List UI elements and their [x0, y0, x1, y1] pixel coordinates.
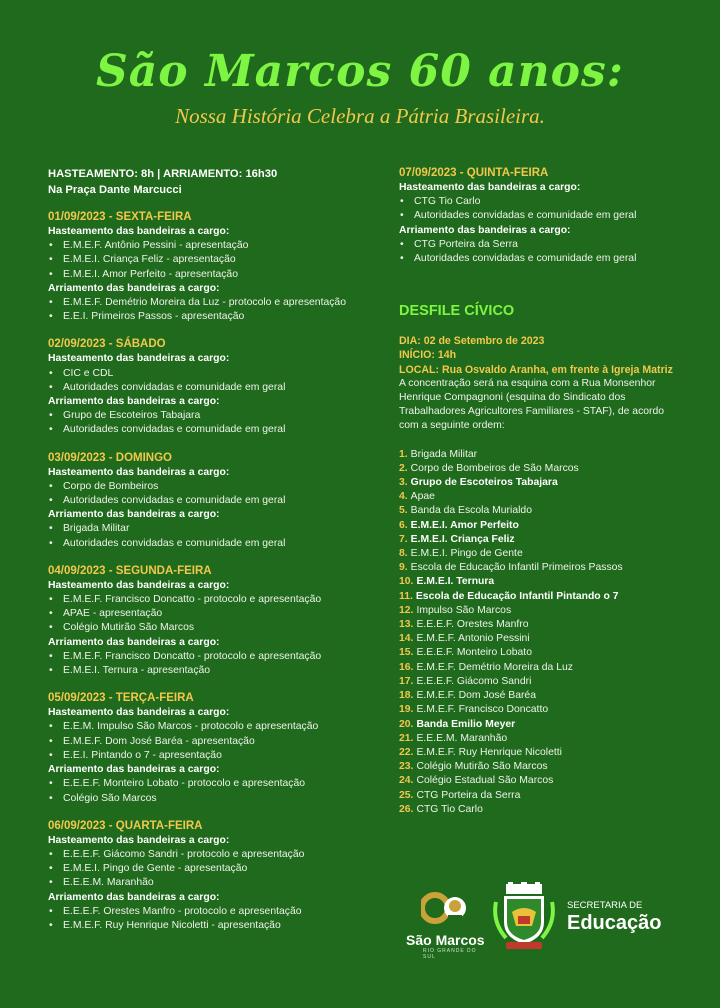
- order-item: [399, 789, 684, 803]
- list-item: • Brigada Militar: [48, 522, 368, 536]
- hasteamento-list: [48, 720, 368, 763]
- order-text: E.M.E.I. Ternura: [416, 576, 495, 588]
- list-item: • Autoridades convidadas e comunidade em geral: [48, 494, 368, 508]
- list-item: • E.M.E.F. Ruy Henrique Nicoletti - apresentação: [48, 919, 368, 933]
- list-item: • CTG Porteira da Serra: [399, 238, 684, 252]
- order-item: [399, 675, 684, 689]
- sao-marcos-logo-tag: RIO GRANDE DO SUL: [423, 948, 477, 960]
- list-item: • Colégio São Marcos: [48, 792, 368, 806]
- order-item: [399, 774, 684, 788]
- day-section: [48, 564, 368, 678]
- order-item: [399, 632, 684, 646]
- order-text: Escola de Educação Infantil Primeiros Passos: [410, 562, 623, 574]
- arriamento-label: Arriamento das bandeiras a cargo:: [48, 282, 220, 294]
- order-text: Colégio Mutirão São Marcos: [416, 761, 548, 773]
- order-number: 20.: [399, 718, 414, 730]
- order-item: [399, 490, 684, 504]
- hasteamento-list: [48, 480, 368, 508]
- list-item: • E.E.E.F. Orestes Manfro - protocolo e apresentação: [48, 905, 368, 919]
- order-item: [399, 561, 684, 575]
- order-number: 7.: [399, 533, 408, 545]
- desfile-local: LOCAL: Rua Osvaldo Aranha, em frente à Igreja Matriz: [399, 363, 673, 376]
- list-item: • E.E.I. Pintando o 7 - apresentação: [48, 749, 368, 763]
- order-text: E.M.E.I. Amor Perfeito: [410, 519, 519, 531]
- order-text: E.M.E.F. Demétrio Moreira da Luz: [416, 661, 573, 673]
- order-number: 10.: [399, 576, 414, 588]
- order-item: [399, 448, 684, 462]
- list-item: • E.E.E.F. Giácomo Sandri - protocolo e apresentação: [48, 848, 368, 862]
- day-date: 03/09/2023 - DOMINGO: [48, 451, 172, 464]
- order-text: Banda da Escola Murialdo: [410, 505, 532, 517]
- order-number: 15.: [399, 647, 414, 659]
- order-item: [399, 618, 684, 632]
- order-number: 24.: [399, 775, 414, 787]
- day-date: 07/09/2023 - QUINTA-FEIRA: [399, 167, 549, 179]
- day-date: 02/09/2023 - SÁBADO: [48, 338, 166, 351]
- order-number: 25.: [399, 789, 414, 801]
- secretaria-label: SECRETARIA DE: [567, 900, 643, 911]
- list-item: • E.M.E.F. Dom José Baréa - apresentação: [48, 735, 368, 749]
- desfile-order-list: [399, 448, 684, 817]
- hasteamento-label: Hasteamento das bandeiras a cargo:: [48, 707, 230, 719]
- hasteamento-label: Hasteamento das bandeiras a cargo:: [399, 182, 581, 193]
- schedule-location: Na Praça Dante Marcucci: [48, 184, 182, 196]
- order-number: 19.: [399, 704, 414, 716]
- order-item: [399, 604, 684, 618]
- hasteamento-list: [48, 239, 368, 282]
- hasteamento-list: [48, 848, 368, 891]
- order-number: 6.: [399, 519, 408, 531]
- list-item: • CIC e CDL: [48, 367, 368, 381]
- order-item: [399, 732, 684, 746]
- left-column: [48, 166, 368, 933]
- order-item: [399, 646, 684, 660]
- coat-of-arms-icon: [492, 882, 556, 952]
- order-text: E.E.E.F. Monteiro Lobato: [416, 647, 532, 659]
- order-text: E.M.E.F. Antonio Pessini: [416, 633, 530, 645]
- list-item: • E.E.I. Primeiros Passos - apresentação: [48, 310, 368, 324]
- order-text: Banda Emilio Meyer: [416, 718, 516, 730]
- arriamento-list: [48, 777, 368, 805]
- arriamento-list: [48, 905, 368, 933]
- order-number: 1.: [399, 448, 408, 460]
- arriamento-label: Arriamento das bandeiras a cargo:: [48, 636, 220, 648]
- list-item: • Autoridades convidadas e comunidade em geral: [399, 209, 684, 223]
- order-text: E.E.E.F. Orestes Manfro: [416, 619, 529, 631]
- desfile-paragraph: A concentração será na esquina com a Rua Monsenhor Henrique Compagnoni (esquina do Sindicato dos Trabalhadores Agricultores Familiares - STAF), de acordo com a seguinte ordem:: [399, 377, 665, 432]
- order-number: 3.: [399, 477, 408, 489]
- list-item: • E.E.E.M. Maranhão: [48, 876, 368, 890]
- arriamento-label: Arriamento das bandeiras a cargo:: [48, 396, 220, 408]
- order-item: [399, 590, 684, 604]
- arriamento-label: Arriamento das bandeiras a cargo:: [48, 509, 220, 521]
- order-text: CTG Porteira da Serra: [416, 789, 521, 801]
- order-text: Corpo de Bombeiros de São Marcos: [410, 462, 579, 474]
- list-item: • Autoridades convidadas e comunidade em geral: [48, 537, 368, 551]
- list-item: • Grupo de Escoteiros Tabajara: [48, 409, 368, 423]
- list-item: • E.M.E.F. Francisco Doncatto - protocolo e apresentação: [48, 650, 368, 664]
- hasteamento-label: Hasteamento das bandeiras a cargo:: [48, 834, 230, 846]
- list-item: • E.M.E.I. Ternura - apresentação: [48, 664, 368, 678]
- day-section: [48, 210, 368, 324]
- hasteamento-list: [399, 195, 684, 223]
- sao-marcos-logo-text: São Marcos: [406, 932, 485, 948]
- desfile-title: DESFILE CÍVICO: [399, 303, 515, 320]
- order-text: E.M.E.F. Dom José Baréa: [416, 690, 536, 702]
- order-text: Apae: [410, 491, 435, 503]
- arriamento-list: [48, 522, 368, 550]
- order-text: E.M.E.F. Ruy Henrique Nicoletti: [416, 746, 562, 758]
- order-item: [399, 547, 684, 561]
- list-item: • Autoridades convidadas e comunidade em geral: [399, 252, 684, 266]
- order-number: 17.: [399, 675, 414, 687]
- sao-marcos-60-logo: [403, 884, 489, 960]
- order-item: [399, 746, 684, 760]
- arriamento-list: [48, 650, 368, 678]
- list-item: • E.M.E.F. Demétrio Moreira da Luz - protocolo e apresentação: [48, 296, 368, 310]
- educacao-label: Educação: [567, 912, 662, 934]
- list-item: • E.E.M. Impulso São Marcos - protocolo e apresentação: [48, 720, 368, 734]
- order-text: CTG Tio Carlo: [416, 803, 483, 815]
- order-text: Colégio Estadual São Marcos: [416, 775, 554, 787]
- desfile-dia: DIA: 02 de Setembro de 2023: [399, 335, 545, 348]
- order-text: Impulso São Marcos: [416, 604, 512, 616]
- day-date: 06/09/2023 - QUARTA-FEIRA: [48, 819, 203, 832]
- order-text: Grupo de Escoteiros Tabajara: [410, 477, 558, 489]
- order-text: E.M.E.I. Criança Feliz: [410, 533, 515, 545]
- order-item: [399, 519, 684, 533]
- hasteamento-label: Hasteamento das bandeiras a cargo:: [48, 226, 230, 237]
- order-text: Escola de Educação Infantil Pintando o 7: [415, 590, 619, 602]
- order-number: 18.: [399, 690, 414, 702]
- order-number: 21.: [399, 732, 414, 744]
- order-number: 22.: [399, 746, 414, 758]
- day-date: 01/09/2023 - SEXTA-FEIRA: [48, 211, 192, 223]
- order-number: 13.: [399, 619, 414, 631]
- day-date: 05/09/2023 - TERÇA-FEIRA: [48, 692, 194, 705]
- list-item: • E.E.E.F. Monteiro Lobato - protocolo e apresentação: [48, 777, 368, 791]
- footer-logos: [395, 882, 665, 960]
- order-number: 9.: [399, 562, 408, 574]
- arriamento-label: Arriamento das bandeiras a cargo:: [48, 891, 220, 903]
- order-number: 8.: [399, 548, 408, 560]
- order-number: 14.: [399, 633, 414, 645]
- list-item: • E.M.E.I. Criança Feliz - apresentação: [48, 253, 368, 267]
- order-number: 2.: [399, 462, 408, 474]
- day-section: [48, 691, 368, 805]
- right-column: [399, 166, 684, 817]
- order-item: [399, 575, 684, 589]
- order-item: [399, 476, 684, 490]
- order-item: [399, 689, 684, 703]
- day-section: [48, 819, 368, 933]
- order-item: [399, 661, 684, 675]
- day-date: 04/09/2023 - SEGUNDA-FEIRA: [48, 564, 212, 577]
- order-number: 16.: [399, 661, 414, 673]
- order-item: [399, 533, 684, 547]
- order-number: 5.: [399, 505, 408, 517]
- order-item: [399, 760, 684, 774]
- order-number: 26.: [399, 803, 414, 815]
- order-text: E.E.E.M. Maranhão: [416, 732, 508, 744]
- order-item: [399, 718, 684, 732]
- order-number: 11.: [399, 590, 413, 602]
- arriamento-label: Arriamento das bandeiras a cargo:: [399, 224, 571, 236]
- arriamento-list: [48, 409, 368, 437]
- order-item: [399, 703, 684, 717]
- hasteamento-label: Hasteamento das bandeiras a cargo:: [48, 353, 230, 365]
- list-item: • Colégio Mutirão São Marcos: [48, 621, 368, 635]
- order-item: [399, 462, 684, 476]
- list-item: • E.M.E.F. Francisco Doncatto - protocolo e apresentação: [48, 593, 368, 607]
- day-section: [48, 337, 368, 437]
- sixty-anos-icon: [421, 884, 469, 930]
- order-item: [399, 504, 684, 518]
- hasteamento-label: Hasteamento das bandeiras a cargo:: [48, 579, 230, 591]
- hasteamento-label: Hasteamento das bandeiras a cargo:: [48, 466, 230, 478]
- arriamento-label: Arriamento das bandeiras a cargo:: [48, 764, 220, 776]
- arriamento-list: [48, 296, 368, 324]
- schedule-times: HASTEAMENTO: 8h | ARRIAMENTO: 16h30: [48, 168, 278, 180]
- page-title: São Marcos 60 anos:: [96, 46, 624, 97]
- list-item: • E.M.E.I. Pingo de Gente - apresentação: [48, 862, 368, 876]
- order-number: 23.: [399, 761, 414, 773]
- order-text: E.M.E.F. Francisco Doncatto: [416, 704, 549, 716]
- list-item: • CTG Tio Carlo: [399, 195, 684, 209]
- list-item: • Autoridades convidadas e comunidade em geral: [48, 423, 368, 437]
- page-subtitle: Nossa História Celebra a Pátria Brasileira.: [175, 104, 545, 128]
- list-item: • Corpo de Bombeiros: [48, 480, 368, 494]
- order-number: 12.: [399, 604, 414, 616]
- list-item: • APAE - apresentação: [48, 607, 368, 621]
- hasteamento-list: [48, 593, 368, 636]
- order-text: E.E.E.F. Giácomo Sandri: [416, 675, 532, 687]
- arriamento-list: [399, 238, 684, 266]
- order-text: E.M.E.I. Pingo de Gente: [410, 548, 523, 560]
- order-number: 4.: [399, 491, 408, 503]
- order-text: Brigada Militar: [410, 448, 478, 460]
- list-item: • E.M.E.F. Antônio Pessini - apresentação: [48, 239, 368, 253]
- list-item: • E.M.E.I. Amor Perfeito - apresentação: [48, 268, 368, 282]
- list-item: • Autoridades convidadas e comunidade em geral: [48, 381, 368, 395]
- hasteamento-list: [48, 367, 368, 395]
- order-item: [399, 803, 684, 817]
- desfile-inicio: INÍCIO: 14h: [399, 349, 457, 362]
- day-section: [48, 451, 368, 551]
